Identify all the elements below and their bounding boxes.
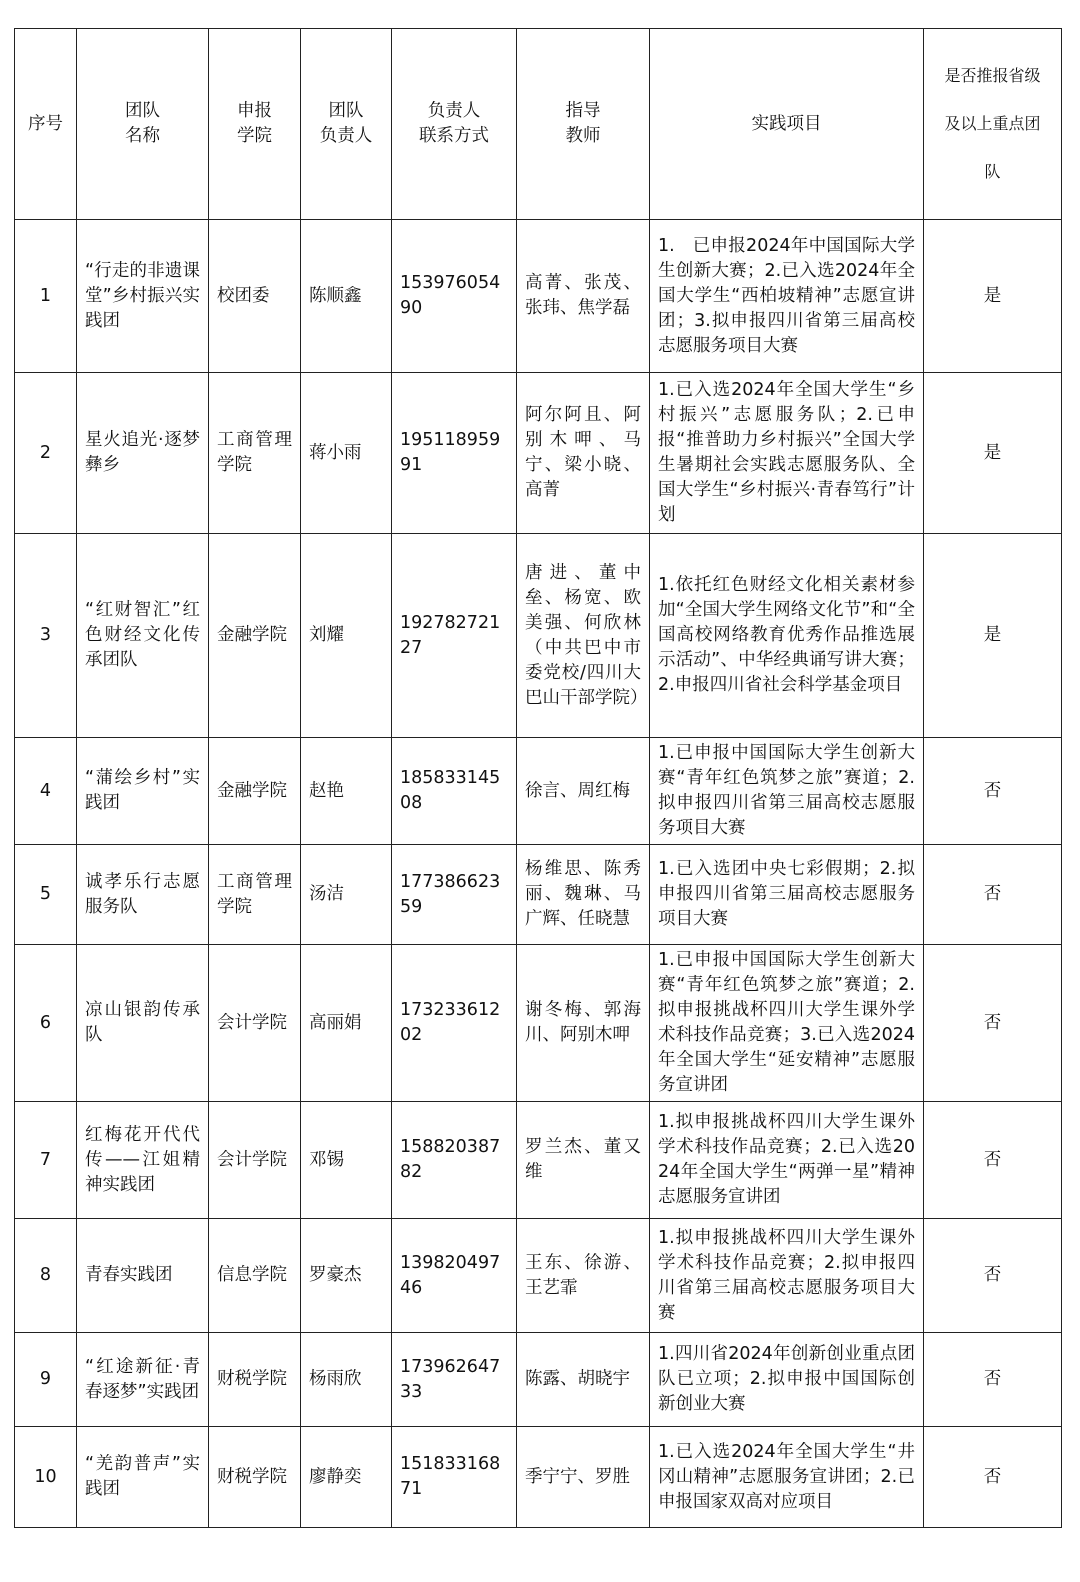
cell-key-team: 否 bbox=[924, 1427, 1062, 1528]
cell-team-name: 红梅花开代代传——江姐精神实践团 bbox=[77, 1102, 209, 1219]
header-teacher: 指导 教师 bbox=[517, 29, 650, 220]
table-row bbox=[15, 1219, 1062, 1333]
cell-teacher: 高菁、张茂、张玮、焦学磊 bbox=[517, 220, 650, 373]
cell-key-team: 是 bbox=[924, 220, 1062, 373]
table-row bbox=[15, 534, 1062, 738]
cell-phone: 15183316871 bbox=[392, 1427, 517, 1528]
cell-college: 工商管理学院 bbox=[209, 373, 301, 534]
cell-key-team: 否 bbox=[924, 845, 1062, 945]
cell-team-name: “蒲绘乡村”实践团 bbox=[77, 738, 209, 845]
cell-key-team: 是 bbox=[924, 534, 1062, 738]
cell-seq: 6 bbox=[15, 945, 77, 1102]
cell-college: 财税学院 bbox=[209, 1333, 301, 1427]
cell-teacher: 谢冬梅、郭海川、阿别木呷 bbox=[517, 945, 650, 1102]
cell-teacher: 杨维思、陈秀丽、魏琳、马广辉、任晓慧 bbox=[517, 845, 650, 945]
cell-phone: 15397605490 bbox=[392, 220, 517, 373]
cell-key-team: 否 bbox=[924, 945, 1062, 1102]
cell-project: 1.拟申报挑战杯四川大学生课外学术科技作品竞赛；2.已入选2024年全国大学生“两弹一星”精神志愿服务宣讲团 bbox=[650, 1102, 924, 1219]
cell-seq: 10 bbox=[15, 1427, 77, 1528]
cell-seq: 2 bbox=[15, 373, 77, 534]
cell-team-name: 星火追光·逐梦彝乡 bbox=[77, 373, 209, 534]
cell-project: 1.依托红色财经文化相关素材参加“全国大学生网络文化节”和“全国高校网络教育优秀作品推选展示活动”、中华经典诵写讲大赛；2.申报四川省社会科学基金项目 bbox=[650, 534, 924, 738]
cell-key-team: 否 bbox=[924, 1333, 1062, 1427]
cell-project: 1.已入选2024年全国大学生“井冈山精神”志愿服务宣讲团；2.已申报国家双高对应项目 bbox=[650, 1427, 924, 1528]
cell-teacher: 徐言、周红梅 bbox=[517, 738, 650, 845]
cell-project: 1.四川省2024年创新创业重点团队已立项；2.拟申报中国国际创新创业大赛 bbox=[650, 1333, 924, 1427]
cell-team-name: “行走的非遗课堂”乡村振兴实践团 bbox=[77, 220, 209, 373]
cell-key-team: 否 bbox=[924, 1219, 1062, 1333]
cell-leader: 蒋小雨 bbox=[301, 373, 392, 534]
header-seq: 序号 bbox=[15, 29, 77, 220]
cell-project: 1.已申报中国国际大学生创新大赛“青年红色筑梦之旅”赛道；2.拟申报挑战杯四川大学生课外学术科技作品竞赛；3.已入选2024年全国大学生“延安精神”志愿服务宣讲团 bbox=[650, 945, 924, 1102]
header-key-team: 是否推报省级 及以上重点团 队 bbox=[924, 29, 1062, 220]
cell-phone: 19278272127 bbox=[392, 534, 517, 738]
cell-team-name: “羌韵普声”实践团 bbox=[77, 1427, 209, 1528]
cell-leader: 刘耀 bbox=[301, 534, 392, 738]
cell-phone: 19511895991 bbox=[392, 373, 517, 534]
cell-college: 校团委 bbox=[209, 220, 301, 373]
table-row bbox=[15, 373, 1062, 534]
cell-seq: 4 bbox=[15, 738, 77, 845]
cell-team-name: “红财智汇”红色财经文化传承团队 bbox=[77, 534, 209, 738]
cell-project: 1.已入选团中央七彩假期；2.拟申报四川省第三届高校志愿服务项目大赛 bbox=[650, 845, 924, 945]
cell-key-team: 否 bbox=[924, 738, 1062, 845]
cell-college: 信息学院 bbox=[209, 1219, 301, 1333]
cell-team-name: 诚孝乐行志愿服务队 bbox=[77, 845, 209, 945]
cell-college: 财税学院 bbox=[209, 1427, 301, 1528]
header-team-name: 团队 名称 bbox=[77, 29, 209, 220]
cell-key-team: 否 bbox=[924, 1102, 1062, 1219]
cell-teacher: 唐进、董中垒、杨宽、欧美强、何欣林（中共巴中市委党校/四川大巴山干部学院） bbox=[517, 534, 650, 738]
cell-project: 1.已申报中国国际大学生创新大赛“青年红色筑梦之旅”赛道；2.拟申报四川省第三届高校志愿服务项目大赛 bbox=[650, 738, 924, 845]
cell-leader: 汤洁 bbox=[301, 845, 392, 945]
cell-teacher: 罗兰杰、董又维 bbox=[517, 1102, 650, 1219]
cell-seq: 8 bbox=[15, 1219, 77, 1333]
cell-college: 会计学院 bbox=[209, 1102, 301, 1219]
table-row bbox=[15, 945, 1062, 1102]
cell-leader: 邓锡 bbox=[301, 1102, 392, 1219]
cell-phone: 13982049746 bbox=[392, 1219, 517, 1333]
header-project: 实践项目 bbox=[650, 29, 924, 220]
team-table bbox=[14, 28, 1062, 1528]
cell-college: 会计学院 bbox=[209, 945, 301, 1102]
cell-phone: 18583314508 bbox=[392, 738, 517, 845]
cell-key-team: 是 bbox=[924, 373, 1062, 534]
table-row bbox=[15, 1333, 1062, 1427]
cell-teacher: 阿尔阿且、阿别木呷、马宁、梁小晓、高菁 bbox=[517, 373, 650, 534]
header-contact: 负责人 联系方式 bbox=[392, 29, 517, 220]
cell-college: 工商管理学院 bbox=[209, 845, 301, 945]
cell-seq: 5 bbox=[15, 845, 77, 945]
cell-seq: 3 bbox=[15, 534, 77, 738]
cell-leader: 赵艳 bbox=[301, 738, 392, 845]
cell-team-name: “红途新征·青春逐梦”实践团 bbox=[77, 1333, 209, 1427]
cell-seq: 1 bbox=[15, 220, 77, 373]
cell-team-name: 凉山银韵传承队 bbox=[77, 945, 209, 1102]
cell-project: 1.已入选2024年全国大学生“乡村振兴”志愿服务队；2.已申报“推普助力乡村振兴”全国大学生暑期社会实践志愿服务队、全国大学生“乡村振兴·青春笃行”计划 bbox=[650, 373, 924, 534]
table-row bbox=[15, 1427, 1062, 1528]
header-college: 申报 学院 bbox=[209, 29, 301, 220]
cell-phone: 15882038782 bbox=[392, 1102, 517, 1219]
cell-leader: 高丽娟 bbox=[301, 945, 392, 1102]
cell-phone: 17738662359 bbox=[392, 845, 517, 945]
cell-college: 金融学院 bbox=[209, 534, 301, 738]
cell-teacher: 季宁宁、罗胜 bbox=[517, 1427, 650, 1528]
cell-seq: 7 bbox=[15, 1102, 77, 1219]
cell-seq: 9 bbox=[15, 1333, 77, 1427]
table-row bbox=[15, 220, 1062, 373]
header-row bbox=[15, 29, 1062, 220]
cell-teacher: 王东、徐游、王艺霏 bbox=[517, 1219, 650, 1333]
cell-leader: 陈顺鑫 bbox=[301, 220, 392, 373]
cell-team-name: 青春实践团 bbox=[77, 1219, 209, 1333]
table-row bbox=[15, 1102, 1062, 1219]
cell-project: 1.拟申报挑战杯四川大学生课外学术科技作品竞赛；2.拟申报四川省第三届高校志愿服务项目大赛 bbox=[650, 1219, 924, 1333]
header-leader: 团队 负责人 bbox=[301, 29, 392, 220]
cell-phone: 17396264733 bbox=[392, 1333, 517, 1427]
cell-leader: 罗豪杰 bbox=[301, 1219, 392, 1333]
cell-college: 金融学院 bbox=[209, 738, 301, 845]
cell-teacher: 陈露、胡晓宇 bbox=[517, 1333, 650, 1427]
table-row bbox=[15, 845, 1062, 945]
table-row bbox=[15, 738, 1062, 845]
cell-leader: 廖静奕 bbox=[301, 1427, 392, 1528]
cell-leader: 杨雨欣 bbox=[301, 1333, 392, 1427]
cell-project: 1. 已申报2024年中国国际大学生创新大赛；2.已入选2024年全国大学生“西柏坡精神”志愿宣讲团；3.拟申报四川省第三届高校志愿服务项目大赛 bbox=[650, 220, 924, 373]
cell-phone: 17323361202 bbox=[392, 945, 517, 1102]
